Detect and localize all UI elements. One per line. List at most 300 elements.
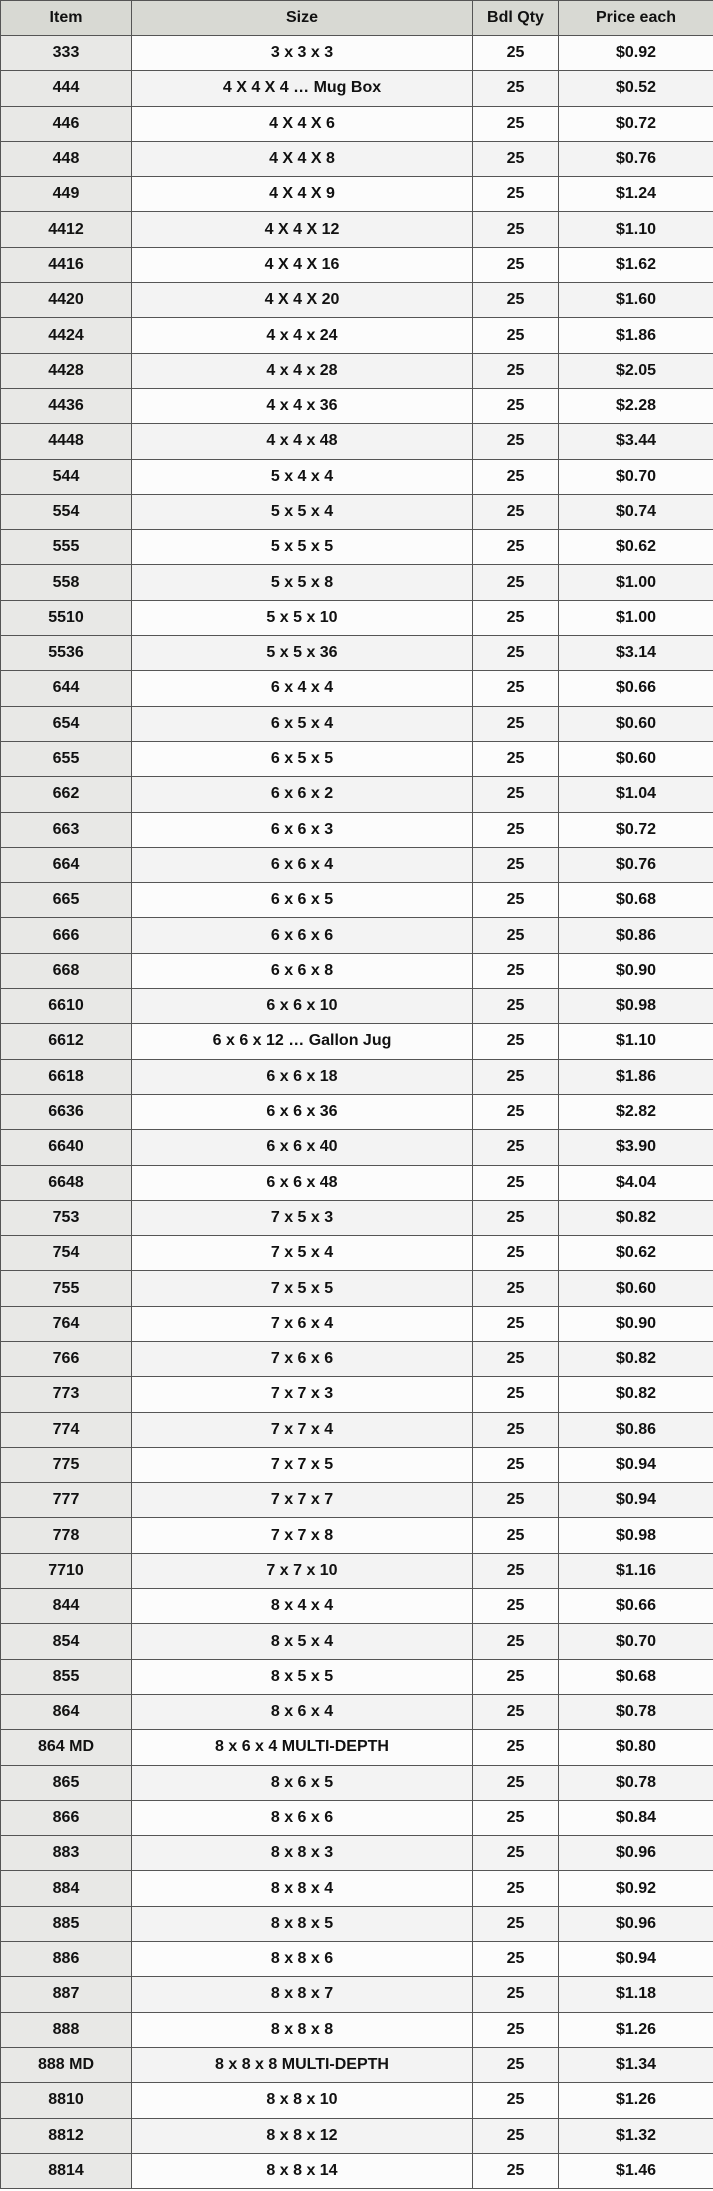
cell-price: $0.80 xyxy=(559,1730,713,1765)
cell-price: $0.60 xyxy=(559,1271,713,1306)
cell-size: 5 x 5 x 5 xyxy=(132,530,473,565)
cell-qty: 25 xyxy=(473,706,559,741)
table-row xyxy=(1,2118,713,2153)
cell-item: 665 xyxy=(1,883,132,918)
cell-price: $0.70 xyxy=(559,459,713,494)
cell-price: $0.76 xyxy=(559,847,713,882)
cell-size: 4 x 4 x 48 xyxy=(132,424,473,459)
cell-qty: 25 xyxy=(473,1447,559,1482)
cell-item: 7710 xyxy=(1,1553,132,1588)
cell-item: 664 xyxy=(1,847,132,882)
table-row xyxy=(1,2047,713,2082)
cell-item: 654 xyxy=(1,706,132,741)
cell-item: 4420 xyxy=(1,283,132,318)
cell-item: 8810 xyxy=(1,2083,132,2118)
cell-item: 6618 xyxy=(1,1059,132,1094)
cell-price: $0.62 xyxy=(559,530,713,565)
cell-price: $0.90 xyxy=(559,953,713,988)
cell-size: 8 x 8 x 5 xyxy=(132,1906,473,1941)
cell-size: 6 x 6 x 4 xyxy=(132,847,473,882)
cell-item: 6636 xyxy=(1,1094,132,1129)
cell-qty: 25 xyxy=(473,1906,559,1941)
cell-qty: 25 xyxy=(473,247,559,282)
table-row xyxy=(1,1130,713,1165)
cell-qty: 25 xyxy=(473,1271,559,1306)
cell-price: $0.78 xyxy=(559,1694,713,1729)
cell-item: 887 xyxy=(1,1977,132,2012)
cell-price: $1.10 xyxy=(559,212,713,247)
cell-qty: 25 xyxy=(473,1800,559,1835)
table-row xyxy=(1,1906,713,1941)
cell-size: 6 x 6 x 36 xyxy=(132,1094,473,1129)
cell-size: 8 x 8 x 10 xyxy=(132,2083,473,2118)
cell-qty: 25 xyxy=(473,1130,559,1165)
cell-price: $1.26 xyxy=(559,2012,713,2047)
cell-item: 885 xyxy=(1,1906,132,1941)
table-row xyxy=(1,883,713,918)
table-row xyxy=(1,1836,713,1871)
cell-size: 7 x 7 x 5 xyxy=(132,1447,473,1482)
cell-qty: 25 xyxy=(473,2083,559,2118)
cell-qty: 25 xyxy=(473,212,559,247)
cell-qty: 25 xyxy=(473,1200,559,1235)
cell-qty: 25 xyxy=(473,1942,559,1977)
table-row xyxy=(1,177,713,212)
cell-item: 544 xyxy=(1,459,132,494)
cell-item: 766 xyxy=(1,1341,132,1376)
cell-price: $1.62 xyxy=(559,247,713,282)
cell-item: 448 xyxy=(1,141,132,176)
table-row xyxy=(1,812,713,847)
table-row xyxy=(1,1765,713,1800)
cell-qty: 25 xyxy=(473,353,559,388)
cell-qty: 25 xyxy=(473,565,559,600)
cell-qty: 25 xyxy=(473,953,559,988)
cell-size: 7 x 7 x 7 xyxy=(132,1483,473,1518)
table-row xyxy=(1,459,713,494)
cell-size: 5 x 5 x 4 xyxy=(132,494,473,529)
cell-item: 864 xyxy=(1,1694,132,1729)
cell-item: 6640 xyxy=(1,1130,132,1165)
cell-qty: 25 xyxy=(473,1412,559,1447)
cell-price: $0.86 xyxy=(559,918,713,953)
cell-price: $0.66 xyxy=(559,671,713,706)
table-row xyxy=(1,1412,713,1447)
cell-item: 8812 xyxy=(1,2118,132,2153)
cell-item: 4412 xyxy=(1,212,132,247)
cell-size: 6 x 5 x 5 xyxy=(132,741,473,776)
table-row xyxy=(1,1200,713,1235)
cell-size: 8 x 6 x 4 xyxy=(132,1694,473,1729)
cell-price: $0.94 xyxy=(559,1447,713,1482)
cell-size: 8 x 8 x 14 xyxy=(132,2153,473,2188)
cell-qty: 25 xyxy=(473,388,559,423)
cell-qty: 25 xyxy=(473,1236,559,1271)
cell-qty: 25 xyxy=(473,2012,559,2047)
cell-qty: 25 xyxy=(473,847,559,882)
cell-qty: 25 xyxy=(473,283,559,318)
table-row xyxy=(1,424,713,459)
table-row xyxy=(1,353,713,388)
cell-qty: 25 xyxy=(473,812,559,847)
cell-item: 4416 xyxy=(1,247,132,282)
cell-price: $0.96 xyxy=(559,1836,713,1871)
cell-price: $1.10 xyxy=(559,1024,713,1059)
table-row xyxy=(1,1659,713,1694)
table-row xyxy=(1,989,713,1024)
cell-price: $0.84 xyxy=(559,1800,713,1835)
cell-item: 558 xyxy=(1,565,132,600)
table-row xyxy=(1,388,713,423)
table-row xyxy=(1,1094,713,1129)
cell-size: 4 x 4 x 28 xyxy=(132,353,473,388)
cell-item: 773 xyxy=(1,1377,132,1412)
cell-qty: 25 xyxy=(473,318,559,353)
cell-price: $1.34 xyxy=(559,2047,713,2082)
cell-size: 6 x 6 x 10 xyxy=(132,989,473,1024)
cell-item: 865 xyxy=(1,1765,132,1800)
cell-qty: 25 xyxy=(473,1341,559,1376)
table-row xyxy=(1,1165,713,1200)
cell-qty: 25 xyxy=(473,1730,559,1765)
cell-item: 777 xyxy=(1,1483,132,1518)
cell-item: 444 xyxy=(1,71,132,106)
cell-price: $1.00 xyxy=(559,600,713,635)
cell-price: $0.68 xyxy=(559,1659,713,1694)
cell-item: 888 MD xyxy=(1,2047,132,2082)
table-row xyxy=(1,953,713,988)
cell-qty: 25 xyxy=(473,1518,559,1553)
cell-price: $0.76 xyxy=(559,141,713,176)
table-row xyxy=(1,1483,713,1518)
cell-qty: 25 xyxy=(473,177,559,212)
table-row xyxy=(1,212,713,247)
cell-item: 6612 xyxy=(1,1024,132,1059)
cell-item: 644 xyxy=(1,671,132,706)
header-price: Price each xyxy=(559,1,713,36)
cell-size: 6 x 6 x 18 xyxy=(132,1059,473,1094)
table-row xyxy=(1,1730,713,1765)
cell-price: $0.82 xyxy=(559,1341,713,1376)
table-row xyxy=(1,106,713,141)
cell-price: $0.74 xyxy=(559,494,713,529)
cell-price: $1.46 xyxy=(559,2153,713,2188)
cell-item: 844 xyxy=(1,1589,132,1624)
table-row xyxy=(1,530,713,565)
cell-size: 5 x 5 x 10 xyxy=(132,600,473,635)
table-row xyxy=(1,847,713,882)
cell-size: 4 X 4 X 9 xyxy=(132,177,473,212)
cell-item: 755 xyxy=(1,1271,132,1306)
cell-size: 8 x 5 x 5 xyxy=(132,1659,473,1694)
cell-qty: 25 xyxy=(473,1306,559,1341)
cell-size: 6 x 6 x 48 xyxy=(132,1165,473,1200)
cell-item: 5536 xyxy=(1,636,132,671)
cell-size: 8 x 8 x 12 xyxy=(132,2118,473,2153)
cell-price: $0.60 xyxy=(559,706,713,741)
cell-qty: 25 xyxy=(473,1094,559,1129)
cell-qty: 25 xyxy=(473,1377,559,1412)
cell-item: 778 xyxy=(1,1518,132,1553)
cell-item: 764 xyxy=(1,1306,132,1341)
cell-qty: 25 xyxy=(473,141,559,176)
cell-item: 754 xyxy=(1,1236,132,1271)
header-qty: Bdl Qty xyxy=(473,1,559,36)
cell-item: 446 xyxy=(1,106,132,141)
table-row xyxy=(1,636,713,671)
cell-item: 555 xyxy=(1,530,132,565)
cell-item: 554 xyxy=(1,494,132,529)
cell-size: 7 x 5 x 3 xyxy=(132,1200,473,1235)
cell-item: 884 xyxy=(1,1871,132,1906)
cell-item: 449 xyxy=(1,177,132,212)
cell-item: 8814 xyxy=(1,2153,132,2188)
cell-item: 854 xyxy=(1,1624,132,1659)
cell-size: 4 X 4 X 12 xyxy=(132,212,473,247)
cell-price: $1.18 xyxy=(559,1977,713,2012)
cell-item: 753 xyxy=(1,1200,132,1235)
cell-size: 6 x 6 x 2 xyxy=(132,777,473,812)
cell-qty: 25 xyxy=(473,1694,559,1729)
cell-item: 886 xyxy=(1,1942,132,1977)
cell-size: 7 x 5 x 5 xyxy=(132,1271,473,1306)
cell-price: $1.04 xyxy=(559,777,713,812)
header-size: Size xyxy=(132,1,473,36)
cell-item: 663 xyxy=(1,812,132,847)
cell-price: $0.72 xyxy=(559,812,713,847)
cell-price: $0.72 xyxy=(559,106,713,141)
cell-size: 8 x 5 x 4 xyxy=(132,1624,473,1659)
cell-qty: 25 xyxy=(473,1836,559,1871)
table-row xyxy=(1,777,713,812)
cell-price: $1.16 xyxy=(559,1553,713,1588)
table-row xyxy=(1,600,713,635)
cell-qty: 25 xyxy=(473,918,559,953)
cell-item: 668 xyxy=(1,953,132,988)
cell-item: 6610 xyxy=(1,989,132,1024)
table-row xyxy=(1,1341,713,1376)
cell-item: 4424 xyxy=(1,318,132,353)
table-row xyxy=(1,71,713,106)
cell-size: 7 x 7 x 8 xyxy=(132,1518,473,1553)
cell-size: 6 x 6 x 12 … Gallon Jug xyxy=(132,1024,473,1059)
cell-price: $0.98 xyxy=(559,1518,713,1553)
cell-size: 7 x 7 x 3 xyxy=(132,1377,473,1412)
cell-size: 8 x 8 x 7 xyxy=(132,1977,473,2012)
cell-size: 7 x 5 x 4 xyxy=(132,1236,473,1271)
cell-qty: 25 xyxy=(473,1483,559,1518)
cell-qty: 25 xyxy=(473,989,559,1024)
cell-price: $0.86 xyxy=(559,1412,713,1447)
cell-size: 4 X 4 X 8 xyxy=(132,141,473,176)
cell-size: 7 x 7 x 4 xyxy=(132,1412,473,1447)
table-row xyxy=(1,2083,713,2118)
table-row xyxy=(1,1942,713,1977)
header-row xyxy=(1,1,713,36)
cell-qty: 25 xyxy=(473,883,559,918)
cell-price: $0.92 xyxy=(559,36,713,71)
cell-item: 655 xyxy=(1,741,132,776)
table-row xyxy=(1,247,713,282)
cell-price: $1.60 xyxy=(559,283,713,318)
cell-size: 3 x 3 x 3 xyxy=(132,36,473,71)
cell-item: 4448 xyxy=(1,424,132,459)
cell-price: $0.90 xyxy=(559,1306,713,1341)
cell-price: $0.62 xyxy=(559,1236,713,1271)
cell-item: 888 xyxy=(1,2012,132,2047)
cell-size: 7 x 6 x 4 xyxy=(132,1306,473,1341)
cell-size: 4 X 4 X 6 xyxy=(132,106,473,141)
cell-size: 5 x 4 x 4 xyxy=(132,459,473,494)
table-row xyxy=(1,1377,713,1412)
table-row xyxy=(1,141,713,176)
cell-qty: 25 xyxy=(473,2118,559,2153)
table-row xyxy=(1,1306,713,1341)
cell-size: 7 x 7 x 10 xyxy=(132,1553,473,1588)
table-row xyxy=(1,671,713,706)
cell-price: $0.82 xyxy=(559,1377,713,1412)
cell-size: 8 x 8 x 8 xyxy=(132,2012,473,2047)
cell-qty: 25 xyxy=(473,424,559,459)
cell-size: 8 x 8 x 8 MULTI-DEPTH xyxy=(132,2047,473,2082)
cell-size: 8 x 4 x 4 xyxy=(132,1589,473,1624)
cell-qty: 25 xyxy=(473,636,559,671)
cell-price: $0.96 xyxy=(559,1906,713,1941)
table-row xyxy=(1,1447,713,1482)
cell-price: $2.82 xyxy=(559,1094,713,1129)
cell-price: $1.24 xyxy=(559,177,713,212)
cell-item: 883 xyxy=(1,1836,132,1871)
cell-item: 6648 xyxy=(1,1165,132,1200)
cell-price: $3.90 xyxy=(559,1130,713,1165)
cell-price: $0.70 xyxy=(559,1624,713,1659)
cell-size: 6 x 6 x 5 xyxy=(132,883,473,918)
table-row xyxy=(1,1236,713,1271)
cell-size: 8 x 6 x 5 xyxy=(132,1765,473,1800)
cell-item: 864 MD xyxy=(1,1730,132,1765)
cell-price: $0.68 xyxy=(559,883,713,918)
cell-qty: 25 xyxy=(473,459,559,494)
table-body xyxy=(1,36,713,2189)
cell-size: 8 x 8 x 3 xyxy=(132,1836,473,1871)
table-row xyxy=(1,1553,713,1588)
cell-size: 4 X 4 X 20 xyxy=(132,283,473,318)
table-row xyxy=(1,2012,713,2047)
cell-qty: 25 xyxy=(473,106,559,141)
table-row xyxy=(1,1800,713,1835)
cell-qty: 25 xyxy=(473,2153,559,2188)
cell-qty: 25 xyxy=(473,494,559,529)
cell-price: $3.44 xyxy=(559,424,713,459)
cell-item: 666 xyxy=(1,918,132,953)
cell-item: 5510 xyxy=(1,600,132,635)
table-row xyxy=(1,1271,713,1306)
cell-size: 5 x 5 x 8 xyxy=(132,565,473,600)
table-row xyxy=(1,1977,713,2012)
table-row xyxy=(1,1518,713,1553)
cell-price: $1.26 xyxy=(559,2083,713,2118)
cell-qty: 25 xyxy=(473,1871,559,1906)
cell-price: $0.92 xyxy=(559,1871,713,1906)
cell-item: 4436 xyxy=(1,388,132,423)
cell-price: $2.28 xyxy=(559,388,713,423)
table-row xyxy=(1,741,713,776)
cell-price: $0.94 xyxy=(559,1942,713,1977)
cell-price: $3.14 xyxy=(559,636,713,671)
cell-qty: 25 xyxy=(473,1059,559,1094)
cell-price: $1.86 xyxy=(559,318,713,353)
cell-size: 8 x 8 x 6 xyxy=(132,1942,473,1977)
cell-qty: 25 xyxy=(473,36,559,71)
cell-size: 6 x 6 x 6 xyxy=(132,918,473,953)
cell-item: 4428 xyxy=(1,353,132,388)
cell-price: $0.98 xyxy=(559,989,713,1024)
table-row xyxy=(1,1624,713,1659)
cell-item: 333 xyxy=(1,36,132,71)
cell-price: $1.32 xyxy=(559,2118,713,2153)
cell-qty: 25 xyxy=(473,600,559,635)
cell-qty: 25 xyxy=(473,671,559,706)
cell-item: 775 xyxy=(1,1447,132,1482)
cell-qty: 25 xyxy=(473,1165,559,1200)
cell-price: $0.60 xyxy=(559,741,713,776)
cell-qty: 25 xyxy=(473,777,559,812)
table-row xyxy=(1,1589,713,1624)
cell-qty: 25 xyxy=(473,1024,559,1059)
cell-price: $0.94 xyxy=(559,1483,713,1518)
cell-size: 8 x 6 x 4 MULTI-DEPTH xyxy=(132,1730,473,1765)
table-row xyxy=(1,1871,713,1906)
cell-price: $0.78 xyxy=(559,1765,713,1800)
cell-size: 6 x 6 x 3 xyxy=(132,812,473,847)
table-row xyxy=(1,494,713,529)
cell-qty: 25 xyxy=(473,1589,559,1624)
cell-size: 6 x 6 x 8 xyxy=(132,953,473,988)
table-row xyxy=(1,318,713,353)
table-row xyxy=(1,283,713,318)
cell-price: $0.52 xyxy=(559,71,713,106)
cell-qty: 25 xyxy=(473,741,559,776)
table-row xyxy=(1,918,713,953)
cell-size: 4 X 4 X 4 … Mug Box xyxy=(132,71,473,106)
table-row xyxy=(1,565,713,600)
cell-size: 8 x 6 x 6 xyxy=(132,1800,473,1835)
cell-qty: 25 xyxy=(473,1553,559,1588)
cell-price: $2.05 xyxy=(559,353,713,388)
cell-price: $1.86 xyxy=(559,1059,713,1094)
cell-qty: 25 xyxy=(473,1624,559,1659)
cell-size: 6 x 6 x 40 xyxy=(132,1130,473,1165)
table-row xyxy=(1,1694,713,1729)
cell-size: 4 x 4 x 24 xyxy=(132,318,473,353)
cell-price: $1.00 xyxy=(559,565,713,600)
cell-qty: 25 xyxy=(473,1659,559,1694)
cell-item: 866 xyxy=(1,1800,132,1835)
cell-item: 855 xyxy=(1,1659,132,1694)
cell-item: 774 xyxy=(1,1412,132,1447)
table-row xyxy=(1,1024,713,1059)
table-row xyxy=(1,1059,713,1094)
cell-price: $0.82 xyxy=(559,1200,713,1235)
cell-size: 6 x 5 x 4 xyxy=(132,706,473,741)
cell-size: 5 x 5 x 36 xyxy=(132,636,473,671)
header-item: Item xyxy=(1,1,132,36)
table-row xyxy=(1,36,713,71)
cell-qty: 25 xyxy=(473,530,559,565)
cell-qty: 25 xyxy=(473,71,559,106)
cell-size: 8 x 8 x 4 xyxy=(132,1871,473,1906)
cell-size: 4 X 4 X 16 xyxy=(132,247,473,282)
